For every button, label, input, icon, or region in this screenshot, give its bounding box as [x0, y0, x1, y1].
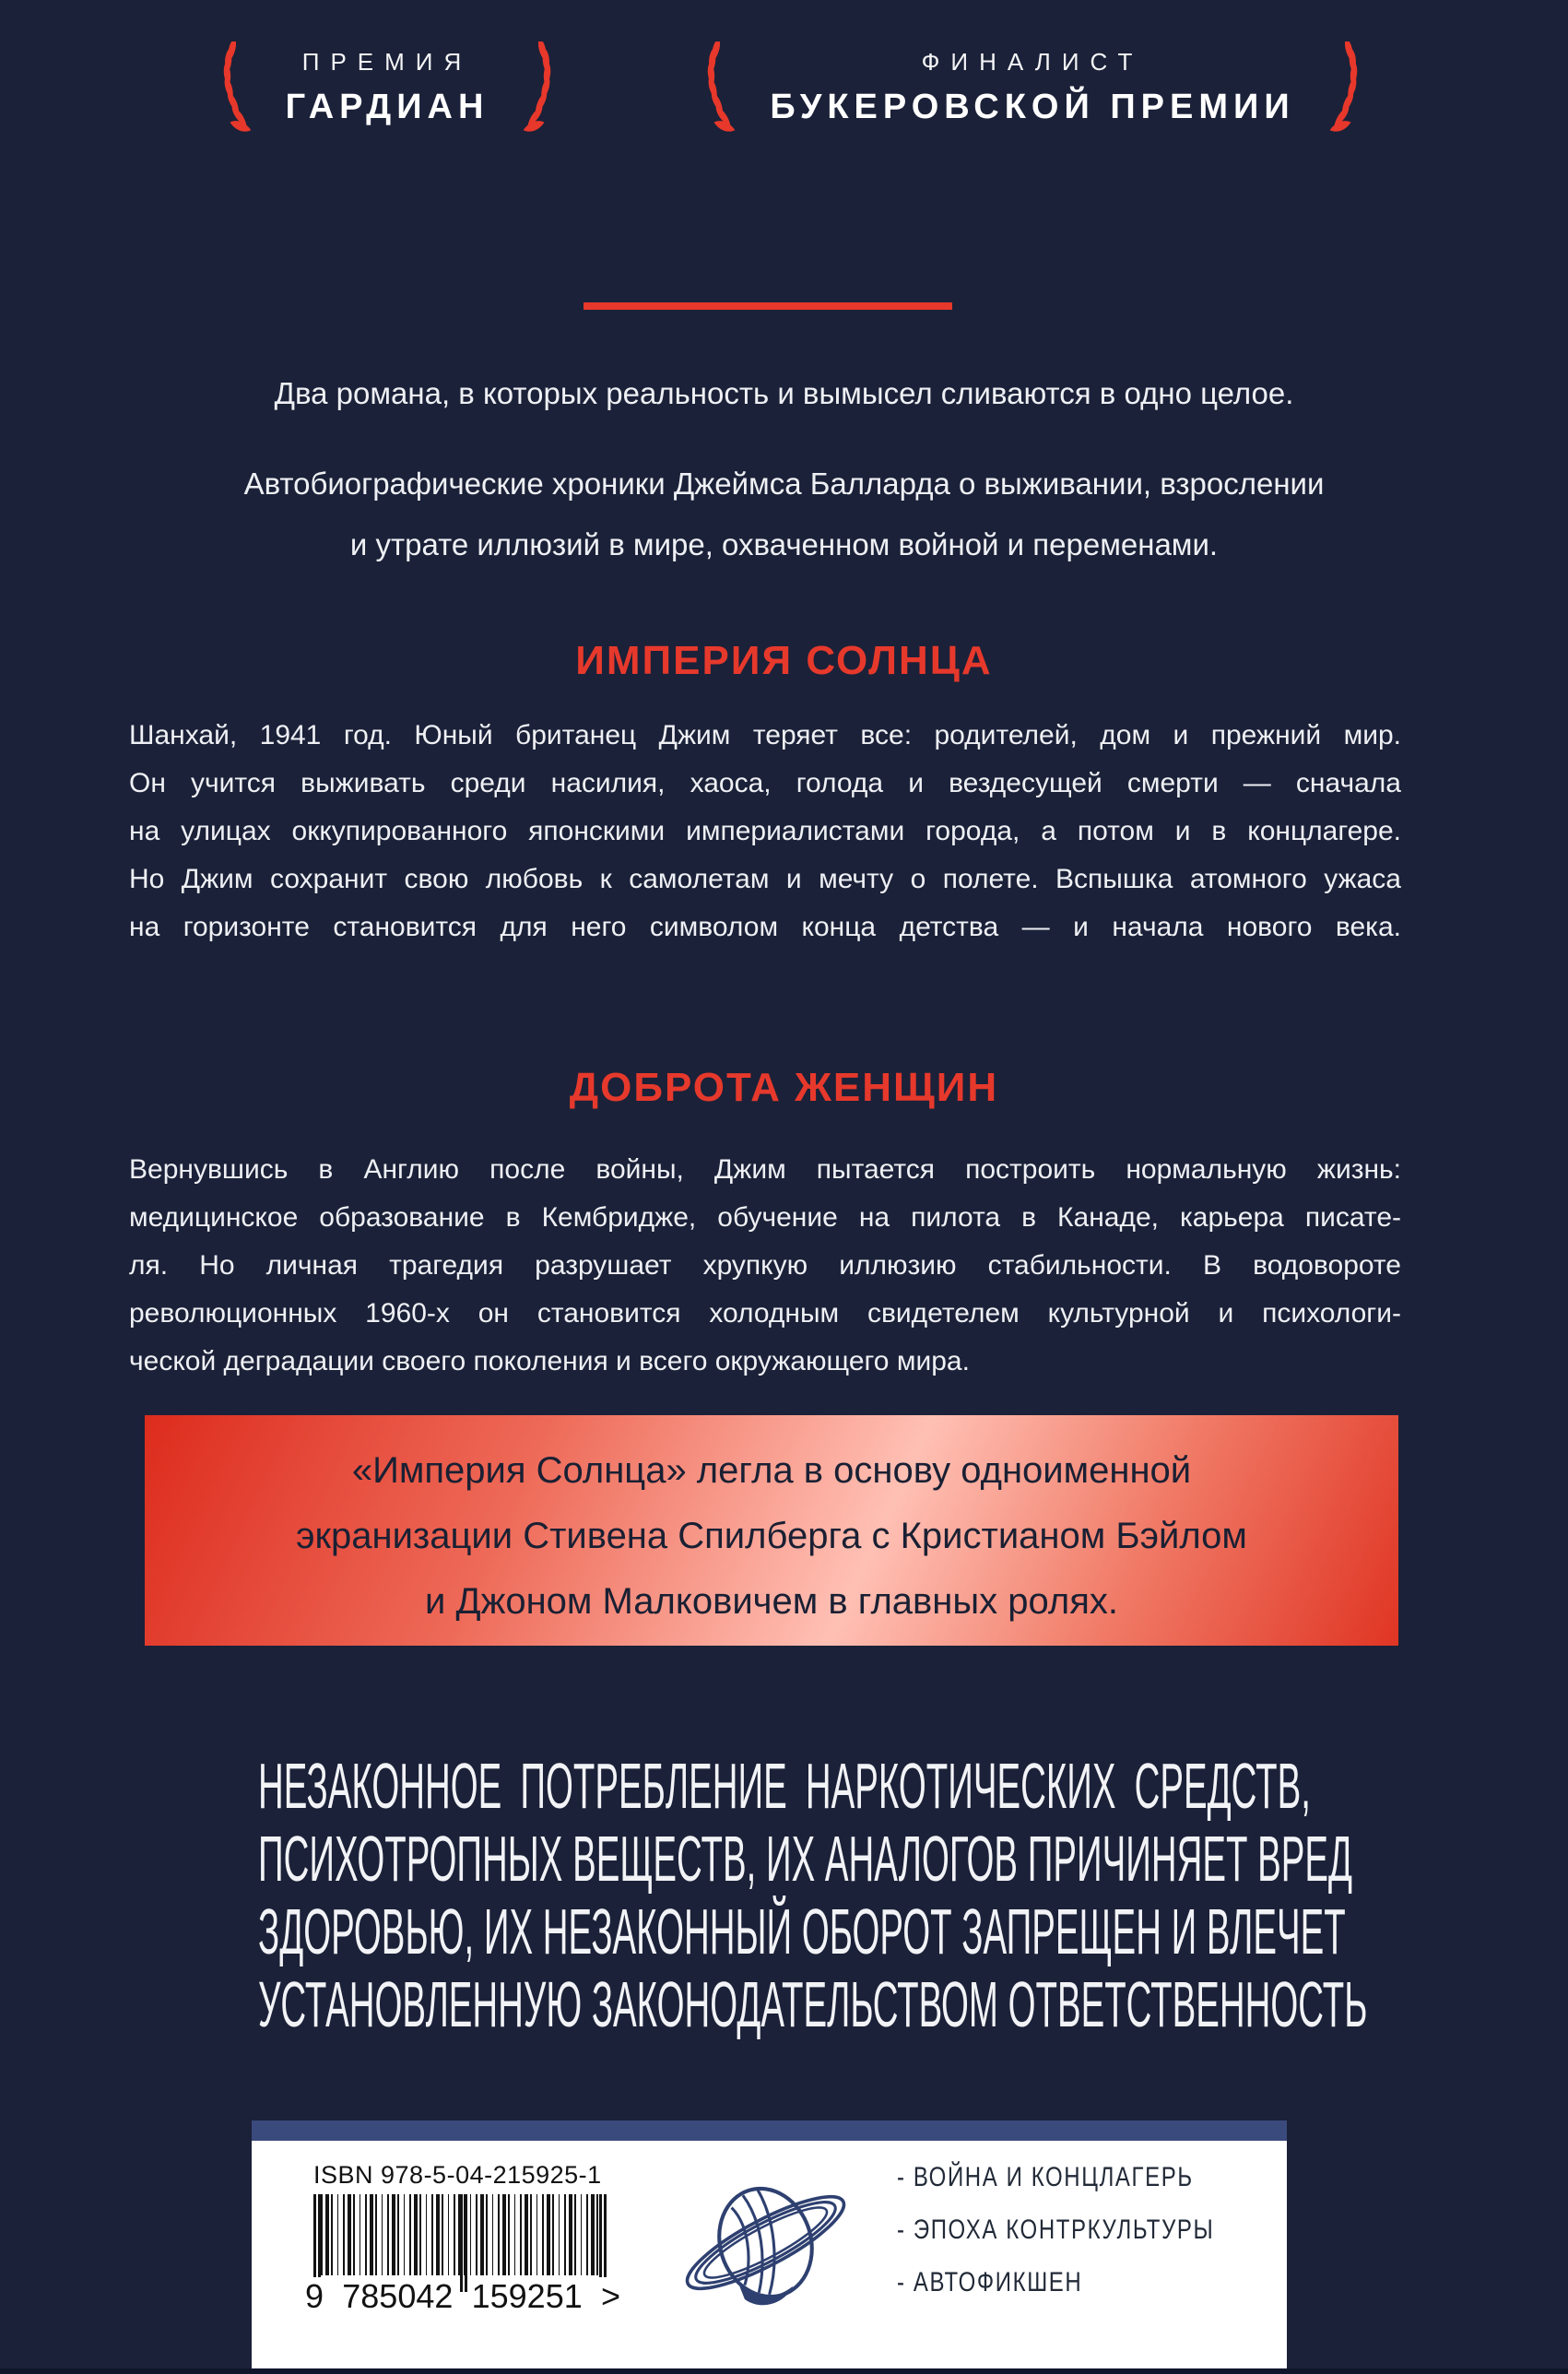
- highlight-line-2: экранизации Стивена Спилберга с Кристианом Бэйлом: [296, 1516, 1247, 1556]
- digit-group-3: 159251: [469, 2277, 585, 2316]
- tags-list: [897, 2151, 1214, 2309]
- laurel-right-icon: [509, 41, 562, 134]
- drug-warning: [258, 1750, 1368, 2041]
- saturn-icon: [671, 2153, 860, 2333]
- footer-panel: [252, 2120, 1287, 2374]
- bottom-edge: [0, 2368, 1568, 2374]
- paragraph-line: на горизонте становится для него символом конца детства — и начала нового века.: [129, 912, 1401, 942]
- paragraph-line: революционных 1960-х он становится холодным свидетелем культурной и психологи-: [129, 1298, 1401, 1329]
- barcode-digits: [302, 2277, 623, 2316]
- paragraph-line: Вернувшись в Англию после войны, Джим пытается построить нормальную жизнь:: [129, 1154, 1401, 1185]
- highlight-line-3: и Джоном Малковичем в главных ролях.: [425, 1581, 1118, 1622]
- kindness-paragraph: [129, 1146, 1401, 1386]
- warning-line: ПСИХОТРОПНЫХ ВЕЩЕСТВ, ИХ АНАЛОГОВ ПРИЧИНЯЕТ ВРЕД: [258, 1823, 1353, 1895]
- award-name: ГАРДИАН: [285, 88, 489, 126]
- intro-line-3: и утрате иллюзий в мире, охваченном войной и переменами.: [349, 527, 1219, 561]
- digit-group-1: 9: [302, 2277, 326, 2316]
- award-label: ПРЕМИЯ: [301, 48, 473, 76]
- award-badge-guardian: [166, 41, 608, 134]
- award-label: ФИНАЛИСТ: [921, 48, 1144, 76]
- warning-line: ЗДОРОВЬЮ, ИХ НЕЗАКОННЫЙ ОБОРОТ ЗАПРЕЩЕН И ВЛЕЧЕТ: [258, 1896, 1346, 1967]
- isbn-label: ISBN 978-5-04-215925-1: [313, 2161, 602, 2189]
- tag-item-war: - ВОЙНА И КОНЦЛАГЕРЬ: [897, 2162, 1194, 2192]
- laurel-left-icon: [696, 41, 749, 134]
- laurel-left-icon: [212, 41, 265, 134]
- paragraph-line: Он учится выживать среди насилия, хаоса, голода и вездесущей смерти — сначала: [129, 768, 1401, 798]
- digit-group-2: 785042: [339, 2277, 455, 2316]
- paragraph-line: медицинское образование в Кембридже, обучение на пилота в Канаде, карьера писате-: [129, 1202, 1401, 1233]
- highlight-box: [145, 1415, 1398, 1646]
- barcode-arrow: >: [598, 2277, 623, 2316]
- paragraph-line: ческой деградации своего поколения и всего окружающего мира.: [129, 1346, 970, 1376]
- intro-paragraph: [0, 454, 1568, 575]
- tag-item-autofiction: - АВТОФИКШЕН: [897, 2267, 1083, 2297]
- highlight-line-1: «Империя Солнца» легла в основу одноименной: [351, 1450, 1192, 1491]
- award-text-booker: [770, 48, 1294, 127]
- paragraph-line: Шанхай, 1941 год. Юный британец Джим теряет все: родителей, дом и прежний мир.: [129, 720, 1401, 750]
- empire-paragraph: [129, 712, 1401, 951]
- paragraph-line: Но Джим сохранит свою любовь к самолетам и мечту о полете. Вспышка атомного ужаса: [129, 864, 1401, 894]
- paragraph-line: на улицах оккупированного японскими империалистами города, а потом и в концлагере.: [129, 816, 1401, 846]
- intro-line-2: Автобиографические хроники Джеймса Балларда о выживании, взрослении: [243, 467, 1325, 501]
- paragraph-line: ля. Но личная трагедия разрушает хрупкую иллюзию стабильности. В водовороте: [129, 1250, 1401, 1281]
- tag-item-counterculture: - ЭПОХА КОНТРКУЛЬТУРЫ: [897, 2215, 1215, 2245]
- footer-top-strip: [252, 2120, 1287, 2141]
- intro-line-1: Два романа, в которых реальность и вымысел сливаются в одно целое.: [274, 376, 1294, 410]
- barcode: [305, 2194, 620, 2315]
- award-badge-booker: [659, 41, 1406, 134]
- warning-line: УСТАНОВЛЕННУЮ ЗАКОНОДАТЕЛЬСТВОМ ОТВЕТСТВЕННОСТЬ: [258, 1968, 1368, 2040]
- drug-warning-text: [258, 1750, 1368, 2041]
- section-title-empire: ИМПЕРИЯ СОЛНЦА: [575, 638, 993, 683]
- award-text-guardian: [286, 48, 489, 127]
- section-title-kindness: ДОБРОТА ЖЕНЩИН: [569, 1065, 999, 1110]
- warning-line: НЕЗАКОННОЕ ПОТРЕБЛЕНИЕ НАРКОТИЧЕСКИХ СРЕДСТВ,: [258, 1750, 1311, 1822]
- laurel-right-icon: [1315, 41, 1369, 134]
- red-divider: [584, 302, 952, 310]
- award-name: БУКЕРОВСКОЙ ПРЕМИИ: [770, 88, 1295, 126]
